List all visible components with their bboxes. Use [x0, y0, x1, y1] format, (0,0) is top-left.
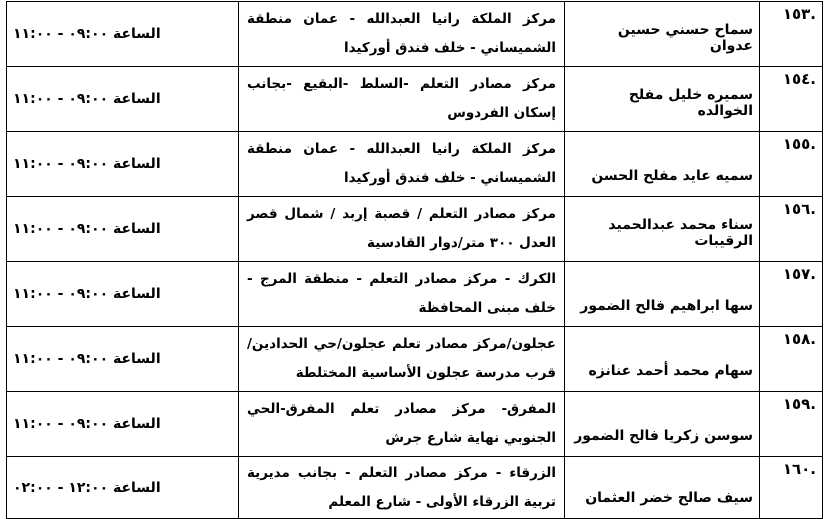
row-number: .١٥٣	[760, 2, 823, 67]
table-row	[7, 327, 823, 392]
person-name: سوسن زكريا فالح الضمور	[565, 392, 760, 457]
person-name: سناء محمد عبدالحميد الرقيبات	[565, 197, 760, 262]
location-cell: مركز مصادر التعلم / قصبة إربد / شمال قصر العدل ٣٠٠ متر/دوار القادسية	[239, 197, 565, 262]
location-cell: الكرك - مركز مصادر التعلم - منطقة المرج - خلف مبنى المحافظة	[239, 262, 565, 327]
person-name: سميه عايد مفلح الحسن	[565, 132, 760, 197]
time-cell	[7, 197, 239, 262]
person-name: سها ابراهيم فالح الضمور	[565, 262, 760, 327]
row-number: .١٥٩	[760, 392, 823, 457]
location-cell: المفرق- مركز مصادر تعلم المفرق-الحي الجنوبي نهاية شارع جرش	[239, 392, 565, 457]
row-number: .١٥٧	[760, 262, 823, 327]
time-text: الساعة ٠٩:٠٠ - ١١:٠٠	[13, 156, 161, 172]
time-cell	[7, 457, 239, 519]
time-text: الساعة ٠٩:٠٠ - ١١:٠٠	[13, 91, 161, 107]
table-row	[7, 67, 823, 132]
time-cell	[7, 262, 239, 327]
person-name: سماح حسني حسين عدوان	[565, 2, 760, 67]
row-number: .١٥٦	[760, 197, 823, 262]
row-number: .١٥٥	[760, 132, 823, 197]
person-name: سيف صالح خضر العثمان	[565, 457, 760, 519]
table-row	[7, 262, 823, 327]
time-text: الساعة ٠٩:٠٠ - ١١:٠٠	[13, 26, 161, 42]
location-cell: عجلون/مركز مصادر تعلم عجلون/حي الحدادين/قرب مدرسة عجلون الأساسية المختلطة	[239, 327, 565, 392]
row-number: .١٦٠	[760, 457, 823, 519]
time-text: الساعة ٠٩:٠٠ - ١١:٠٠	[13, 286, 161, 302]
row-number: .١٥٤	[760, 67, 823, 132]
location-cell: مركز مصادر التعلم -السلط -البقيع -بجانب إسكان الفردوس	[239, 67, 565, 132]
time-text: الساعة ٠٩:٠٠ - ١١:٠٠	[13, 416, 161, 432]
table-row	[7, 132, 823, 197]
person-name: سميره خليل مفلح الخوالده	[565, 67, 760, 132]
table-row	[7, 457, 823, 519]
time-cell	[7, 327, 239, 392]
time-text: الساعة ٠٩:٠٠ - ١١:٠٠	[13, 351, 161, 367]
location-cell: مركز الملكة رانيا العبدالله - عمان منطقة الشميساني - خلف فندق أوركيدا	[239, 2, 565, 67]
table-row	[7, 392, 823, 457]
time-text: الساعة ٠٩:٠٠ - ١١:٠٠	[13, 221, 161, 237]
time-text: الساعة ١٢:٠٠ - ٠٢:٠٠	[13, 479, 161, 496]
location-cell: مركز الملكة رانيا العبدالله - عمان منطقة الشميساني - خلف فندق أوركيدا	[239, 132, 565, 197]
schedule-table	[6, 1, 823, 519]
time-cell	[7, 132, 239, 197]
row-number: .١٥٨	[760, 327, 823, 392]
time-cell	[7, 392, 239, 457]
person-name: سهام محمد أحمد عنانزه	[565, 327, 760, 392]
time-cell	[7, 67, 239, 132]
time-cell	[7, 2, 239, 67]
table-row	[7, 2, 823, 67]
location-cell: الزرقاء - مركز مصادر التعلم - بجانب مديرية تربية الزرقاء الأولى - شارع المعلم	[239, 457, 565, 519]
table-row	[7, 197, 823, 262]
